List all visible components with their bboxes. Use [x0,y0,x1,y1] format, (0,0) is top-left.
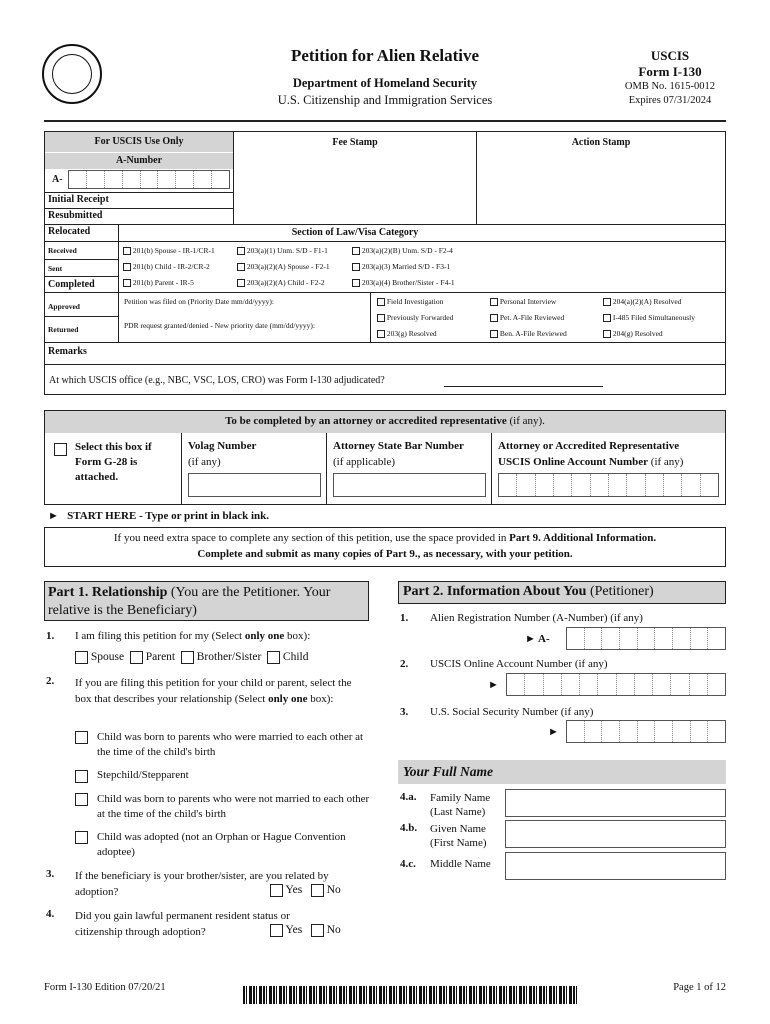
given-name-label: Given Name (First Name) [430,823,487,849]
q4-no-checkbox[interactable]: No [311,924,341,936]
family-name-label: Family Name (Last Name) [430,792,491,818]
spouse-checkbox[interactable]: Spouse [75,651,124,663]
omb-number: OMB No. 1615-0012 [624,81,716,92]
cat-spouse[interactable]: 201(b) Spouse - IR-1/CR-1 [123,246,215,255]
section-of-law: Section of Law/Visa Category [291,227,419,238]
cat-f1-1[interactable]: 203(a)(1) Unm. S/D - F1-1 [237,246,328,255]
page-number: Page 1 of 12 [673,982,726,993]
received: Received [48,246,77,255]
account-label: Attorney or Accredited Representative [498,440,680,452]
cat-parent[interactable]: 201(b) Parent - IR-5 [123,278,194,287]
pdr-request: PDR request granted/denied - New priority date (mm/dd/yyyy): [124,321,315,330]
approved: Approved [48,302,80,311]
adjudicated-field[interactable] [444,386,603,387]
g28-label: Select this box if Form G-28 is attached. [75,441,152,483]
parent-checkbox[interactable]: Parent [130,651,175,663]
cat-child[interactable]: 201(b) Child - IR-2/CR-2 [123,262,210,271]
relationship-options [75,651,308,664]
sibling-checkbox[interactable]: Brother/Sister [181,651,261,663]
q3-yes-checkbox[interactable]: Yes [270,884,302,896]
form-title: Petition for Alien Relative [290,46,480,65]
eagle-icon [52,54,92,94]
q3-no-checkbox[interactable]: No [311,884,341,896]
cat-f3-1[interactable]: 203(a)(3) Married S/D - F3-1 [352,262,450,271]
attorney-account-field[interactable] [498,473,719,497]
start-here: ► START HERE - Type or print in black ink. [48,510,269,522]
q4-text: Did you gain lawful permanent resident status or citizenship through adoption? [75,910,290,938]
given-name-field[interactable] [505,820,726,848]
previously-forwarded-checkbox[interactable]: Previously Forwarded [377,313,453,322]
child-checkbox[interactable]: Child [267,651,308,663]
ben-afile-checkbox[interactable]: Ben. A-File Reviewed [490,329,567,338]
uscis-label: USCIS [650,48,690,63]
cat-f2-1[interactable]: 203(a)(2)(A) Spouse - F2-1 [237,262,330,271]
203g-checkbox[interactable]: 203(g) Resolved [377,329,437,338]
returned: Returned [48,325,79,334]
adjudicated-question: At which USCIS office (e.g., NBC, VSC, LOS, CRO) was Form I-130 adjudicated? [49,375,385,386]
action-stamp: Action Stamp [571,137,631,148]
petitioner-account-field[interactable] [506,673,726,696]
account-question: USCIS Online Account Number (if any) [430,658,608,670]
expiration: Expires 07/31/2024 [628,95,712,106]
sent: Sent [48,264,63,273]
204g-checkbox[interactable]: 204(g) Resolved [603,329,663,338]
agency: U.S. Citizenship and Immigration Services [277,93,493,107]
q2-text: If you are filing this petition for your child or parent, select the box that describes your relationship (Select only one box): [75,677,352,705]
i485-checkbox[interactable]: I-485 Filed Simultaneously [603,313,695,322]
q1-text: I am filing this petition for my (Select only one box): [75,630,311,642]
full-name-heading: Your Full Name [403,764,494,779]
cat-f4-1[interactable]: 203(a)(4) Brother/Sister - F4-1 [352,278,455,287]
born-unmarried-checkbox[interactable] [75,793,88,806]
petitioner-a-number-field[interactable] [566,627,726,650]
field-investigation-checkbox[interactable]: Field Investigation [377,297,443,306]
q3-text: If the beneficiary is your brother/sister, are you related by adoption? [75,870,329,898]
stepchild-checkbox[interactable] [75,770,88,783]
arrow-right-icon: ► [548,726,559,738]
volag-label: Volag Number [188,440,257,452]
bar-number-field[interactable] [333,473,486,497]
for-uscis-use: For USCIS Use Only [94,136,184,147]
department: Department of Homeland Security [292,76,478,90]
a-number-field[interactable] [68,170,230,189]
g28-checkbox[interactable] [54,443,67,456]
born-married-checkbox[interactable] [75,731,88,744]
personal-interview-checkbox[interactable]: Personal Interview [490,297,556,306]
edition-date: Form I-130 Edition 07/20/21 [44,982,166,993]
initial-receipt: Initial Receipt [48,194,109,205]
arrow-right-icon: ► [488,679,499,691]
volag-number-field[interactable] [188,473,321,497]
fee-stamp: Fee Stamp [332,137,378,148]
header-rule [44,120,726,122]
remarks: Remarks [48,346,87,357]
a-number-label: A-Number [115,155,163,166]
q4-yes-checkbox[interactable]: Yes [270,924,302,936]
dhs-seal [42,44,102,104]
priority-date: Petition was filed on (Priority Date mm/dd/yyyy): [124,297,274,306]
completed: Completed [48,279,95,290]
family-name-field[interactable] [505,789,726,817]
pet-afile-checkbox[interactable]: Pet. A-File Reviewed [490,313,564,322]
204a-resolved-checkbox[interactable]: 204(a)(2)(A) Resolved [603,297,681,306]
resubmitted: Resubmitted [48,210,103,221]
relocated: Relocated [48,226,91,237]
bar-number-label: Attorney State Bar Number [333,440,464,452]
middle-name-field[interactable] [505,852,726,880]
a-number-question: Alien Registration Number (A-Number) (if any) [430,612,643,624]
adopted-checkbox[interactable] [75,831,88,844]
cat-f2-4[interactable]: 203(a)(2)(B) Unm. S/D - F2-4 [352,246,453,255]
barcode [243,986,578,1004]
middle-name-label: Middle Name [430,858,491,870]
arrow-right-icon: ► [48,510,59,522]
attorney-header: To be completed by an attorney or accredited representative (if any). [225,415,545,427]
cat-f2-2[interactable]: 203(a)(2)(A) Child - F2-2 [237,278,325,287]
form-number: Form I-130 [638,64,702,79]
ssn-question: U.S. Social Security Number (if any) [430,706,594,718]
ssn-field[interactable] [566,720,726,743]
